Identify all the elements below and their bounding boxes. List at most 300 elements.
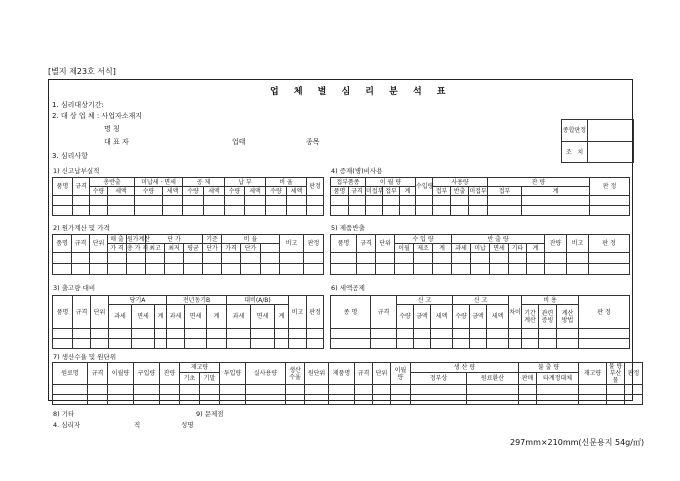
t7-h-spec: 규격: [88, 363, 108, 385]
table-cell: [109, 329, 132, 339]
t7-h-carry2: 이월 량: [391, 363, 411, 385]
t1-sub: 세액: [287, 187, 307, 196]
table-cell: [53, 253, 72, 264]
table-cell: [53, 264, 72, 275]
table-cell: [108, 253, 127, 264]
t5-sub: 과세: [452, 244, 471, 253]
table-cell: [280, 253, 304, 264]
form-title: 업 체 별 심 리 분 석 표: [270, 87, 452, 97]
table-cell: [588, 120, 634, 142]
table-cell: [397, 329, 414, 339]
t6-sub: 금액: [470, 305, 487, 329]
table-cell: [590, 196, 630, 206]
table-cell: [305, 395, 329, 405]
table-cell: [411, 385, 467, 395]
table-cell: [366, 196, 383, 206]
table-cell: [227, 329, 251, 339]
table-cell: [135, 196, 163, 206]
table-cell: [88, 395, 108, 405]
table-cell: [135, 206, 163, 216]
table-cell: [414, 339, 431, 349]
table-cell: [73, 196, 90, 206]
table-cell: [590, 206, 630, 216]
table-cell: [579, 395, 607, 405]
t3-sub: 계: [275, 305, 289, 329]
t1-h-deduct: 공 제: [183, 178, 225, 187]
table-3: [52, 295, 324, 349]
table-cell: [607, 395, 625, 405]
table-cell: [108, 385, 134, 395]
t2-h-note: 비고: [280, 235, 304, 253]
table-cell: [567, 253, 589, 264]
t1-sub: 세액: [245, 187, 266, 196]
t6-h-name: 종 명: [331, 296, 371, 329]
table-cell: [53, 196, 73, 206]
table-cell: [204, 196, 225, 206]
t7-h-product: 제품명: [329, 363, 355, 385]
table-cell: [225, 196, 245, 206]
t4-sub: 접부: [433, 187, 451, 196]
table-cell: [373, 395, 391, 405]
table-cell: [266, 196, 287, 206]
table-cell: [73, 206, 90, 216]
table-cell: [383, 206, 400, 216]
t3-h-unit: 단위: [91, 296, 109, 329]
table-cell: [509, 339, 522, 349]
t1-sub: 세액: [204, 187, 225, 196]
table-cell: [331, 264, 357, 275]
table-cell: [414, 253, 433, 264]
t7-h-raw: 원료명: [53, 363, 88, 385]
t2-h-cost: 원가계산: [127, 235, 151, 243]
table-cell: [280, 264, 304, 275]
t6-sub: 관련 증빙: [539, 305, 557, 329]
table-cell: [376, 264, 395, 275]
t6-h-diff: 차이: [509, 296, 522, 329]
table-cell: [371, 329, 397, 339]
table-cell: [246, 385, 286, 395]
table-cell: [509, 264, 527, 275]
table-cell: [241, 253, 261, 264]
table-cell: [91, 339, 109, 349]
t3-h-name: 품명: [53, 296, 73, 329]
table-cell: [275, 329, 289, 339]
table-cell: [522, 329, 539, 339]
table-cell: [431, 329, 453, 339]
table-cell: [589, 264, 630, 275]
t3-h-cur: 당기A: [109, 296, 167, 305]
t4-sub: 규격: [349, 187, 366, 196]
t7-h-stock2: 재고량: [579, 363, 607, 385]
t2-sub: 가 격: [108, 244, 127, 253]
t3-sub: 과세: [167, 305, 185, 329]
info-rep: 대 표 자: [104, 138, 129, 146]
table-cell: [203, 264, 222, 275]
t6-sub: 기간 계산: [522, 305, 539, 329]
table-cell: [469, 196, 488, 206]
table-cell: [451, 206, 469, 216]
t3-h-spec: 규격: [73, 296, 91, 329]
table-cell: [527, 264, 545, 275]
t6-h-judge: 판 정: [579, 296, 630, 329]
t1-h-spec: 규격: [73, 178, 90, 196]
table-cell: [416, 196, 433, 206]
t2-h-spec: 규격: [72, 235, 90, 253]
t6-h-report-a: 신 고: [397, 296, 453, 305]
table-cell: [287, 196, 307, 206]
table-cell: [246, 395, 286, 405]
table-cell: [155, 339, 167, 349]
table-cell: [331, 196, 349, 206]
table-cell: [527, 253, 545, 264]
table-cell: [488, 206, 522, 216]
t7-h-defect: 불 량 부산물: [607, 363, 625, 385]
table-cell: [400, 206, 416, 216]
table-cell: [537, 395, 579, 405]
table-cell: [589, 253, 630, 264]
t6-h-report-b: 신 고: [453, 296, 509, 305]
t4-h-judge: 판 정: [590, 178, 630, 196]
t5-h-note: 비고: [567, 235, 589, 253]
table-cell: [127, 264, 146, 275]
table-cell: [376, 253, 395, 264]
table-cell: [53, 329, 73, 339]
table-cell: [522, 206, 590, 216]
table-1: [52, 177, 324, 216]
table-cell: [579, 385, 607, 395]
table-cell: [222, 264, 241, 275]
table-cell: [579, 329, 630, 339]
table-cell: [433, 206, 451, 216]
table-cell: [470, 329, 487, 339]
table-cell: [200, 385, 220, 395]
t3-h-note: 비고: [289, 296, 307, 329]
table-cell: [203, 253, 222, 264]
grade-label: 종합판정: [562, 120, 588, 142]
t4-sub: 접부: [383, 187, 400, 196]
table-cell: [357, 264, 376, 275]
t5-sub: 이월: [395, 244, 414, 253]
t1-sub: 세액: [108, 187, 135, 196]
paper-size-note: 297mm×210mm(신문용지 54g/㎡): [510, 438, 645, 447]
table-cell: [400, 196, 416, 206]
t2-sub: 총 가 격: [127, 244, 149, 252]
table-cell: [307, 329, 324, 339]
t6-h-spec: 규격: [371, 296, 397, 329]
t1-sub: 수량: [266, 187, 287, 196]
t4-h-import: 수입량: [416, 178, 433, 196]
section-2-title: 2) 원가계산 및 가격: [53, 224, 110, 232]
table-cell: [329, 385, 355, 395]
table-cell: [471, 264, 490, 275]
table-cell: [53, 385, 88, 395]
t6-sub: 계산 방법: [557, 305, 579, 329]
table-cell: [487, 329, 509, 339]
form-label: [별지 제23호 서식]: [48, 67, 116, 76]
info-name: 명 칭: [104, 125, 120, 133]
t7-sub: 판매: [519, 372, 537, 384]
table-cell: [275, 339, 289, 349]
t4-h-type: 접부품종: [331, 178, 366, 187]
jochi-label: 조 치: [562, 142, 588, 163]
t3-sub: 계: [155, 305, 167, 329]
table-cell: [395, 253, 414, 264]
t7-h-spec2: 규격: [355, 363, 373, 385]
table-cell: [225, 206, 245, 216]
t2-h-name: 품명: [53, 235, 72, 253]
t3-h-prev: 전년동기B: [167, 296, 227, 305]
table-cell: [395, 264, 414, 275]
t7-h-unit-rate: 원단위: [305, 363, 329, 385]
t7-h-carry: 이월량: [108, 363, 134, 385]
section-4-title: 4) 증재(병)비사용: [331, 167, 383, 175]
table-cell: [132, 339, 155, 349]
t2-h-ratio: 비 율: [222, 235, 280, 244]
table-cell: [451, 196, 469, 206]
t7-sub: 정부상: [411, 372, 467, 384]
reviewer-label: 4. 심리자: [53, 421, 81, 429]
table-cell: [567, 264, 589, 275]
table-cell: [488, 196, 522, 206]
table-cell: [519, 395, 537, 405]
table-cell: [227, 339, 251, 349]
table-cell: [72, 253, 90, 264]
table-cell: [261, 253, 280, 264]
table-cell: [539, 329, 557, 339]
table-cell: [53, 339, 73, 349]
table-cell: [307, 339, 324, 349]
table-cell: [165, 253, 184, 264]
t5-sub: 미납: [471, 244, 490, 253]
table-cell: [183, 196, 204, 206]
t1-h-ratio: 비 율: [266, 178, 307, 187]
table-4: [330, 177, 630, 216]
t7-h-release: 불 출 량: [519, 363, 579, 373]
t1-sub: 수량: [90, 187, 108, 196]
table-cell: [397, 339, 414, 349]
t1-h-name: 품명: [53, 178, 73, 196]
table-cell: [467, 395, 519, 405]
t6-sub: 수량: [453, 305, 470, 329]
t7-h-stock: 재고량: [180, 363, 220, 373]
t5-h-remain: 잔량: [545, 235, 567, 253]
table-cell: [222, 253, 241, 264]
table-cell: [207, 329, 227, 339]
table-cell: [167, 329, 185, 339]
table-cell: [431, 339, 453, 349]
table-cell: [127, 253, 146, 264]
t4-h-use: 사용량: [433, 178, 488, 187]
table-cell: [537, 385, 579, 395]
table-cell: [289, 339, 307, 349]
t1-h-exempt: 미납세 · 면세: [135, 178, 183, 187]
t7-sub: 기초: [180, 372, 200, 384]
t4-sub: 품명: [331, 187, 349, 196]
table-cell: [185, 339, 207, 349]
table-cell: [134, 395, 160, 405]
t2-h-sales: 매 출: [108, 235, 127, 244]
t2-h-price: 단 가: [146, 235, 203, 244]
t3-sub: 면세: [251, 305, 275, 329]
table-cell: [146, 253, 165, 264]
table-cell: [73, 339, 91, 349]
table-cell: [470, 339, 487, 349]
table-cell: [91, 329, 109, 339]
table-cell: [207, 339, 227, 349]
table-cell: [625, 385, 643, 395]
table-cell: [411, 395, 467, 405]
table-cell: [331, 253, 357, 264]
t2-sub: 단가: [241, 244, 261, 253]
table-cell: [73, 329, 91, 339]
table-cell: [108, 196, 135, 206]
table-cell: [90, 264, 108, 275]
info-review: 3. 심리사항: [52, 152, 88, 160]
table-cell: [146, 264, 165, 275]
t7-h-remain: 잔량: [160, 363, 180, 385]
t6-sub: 세액: [487, 305, 509, 329]
table-cell: [245, 206, 266, 216]
section-7-title: 7) 생산수율 및 원단위: [53, 353, 117, 361]
table-cell: [416, 206, 433, 216]
t5-h-unit: 단위: [376, 235, 395, 253]
t4-sub: 반출: [451, 187, 469, 196]
table-cell: [251, 329, 275, 339]
t4-sub: 계: [400, 187, 416, 196]
t5-h-name: 품명: [331, 235, 357, 253]
t3-sub: 과세: [227, 305, 251, 329]
table-cell: [357, 253, 376, 264]
t3-h-judge: 판정: [307, 296, 324, 329]
reviewer-name: 성명: [181, 421, 194, 429]
t7-h-buy: 구입량: [134, 363, 160, 385]
table-cell: [557, 339, 579, 349]
t2-sub: 단가: [203, 244, 222, 253]
section-8-title: 8) 기타: [53, 410, 75, 418]
table-cell: [108, 206, 135, 216]
table-cell: [108, 264, 127, 275]
table-cell: [545, 264, 567, 275]
table-6: [330, 295, 630, 349]
table-cell: [588, 142, 634, 163]
table-cell: [453, 339, 470, 349]
table-cell: [522, 339, 539, 349]
table-cell: [452, 264, 471, 275]
t2-h-unit: 단위: [90, 235, 108, 253]
t6-sub: 수량: [397, 305, 414, 329]
t2-sub: 최고: [146, 244, 165, 253]
t1-h-judge: 판정: [307, 178, 324, 196]
table-cell: [200, 395, 220, 405]
t5-sub: 계: [433, 244, 452, 253]
info-item: 종목: [306, 138, 320, 146]
section-5-title: 5) 제품반출: [331, 224, 365, 232]
table-cell: [539, 339, 557, 349]
table-cell: [433, 196, 451, 206]
table-cell: [220, 395, 246, 405]
t1-h-pay: 납 부: [225, 178, 266, 187]
t5-sub: 계: [527, 244, 545, 253]
t1-sub: 세액: [163, 187, 183, 196]
t7-h-judge: 판정: [625, 363, 643, 385]
t5-sub: 제조: [414, 244, 433, 253]
table-cell: [366, 206, 383, 216]
table-cell: [545, 253, 567, 264]
table-cell: [88, 385, 108, 395]
t3-sub: 면세: [185, 305, 207, 329]
section-1-title: 1) 신고납부실적: [53, 167, 100, 175]
table-cell: [383, 196, 400, 206]
table-cell: [184, 264, 203, 275]
t5-h-spec: 규격: [357, 235, 376, 253]
table-cell: [90, 196, 108, 206]
table-cell: [167, 339, 185, 349]
table-cell: [160, 385, 180, 395]
table-cell: [391, 385, 411, 395]
table-cell: [90, 206, 108, 216]
table-cell: [519, 385, 537, 395]
table-cell: [261, 244, 280, 253]
t5-h-out: 반 출 량: [452, 235, 545, 244]
t2-sub: 최저: [165, 244, 184, 253]
table-cell: [471, 253, 490, 264]
t1-sub: 수량: [183, 187, 204, 196]
table-7: [52, 362, 643, 405]
t7-h-actual: 실사용량: [246, 363, 286, 385]
table-cell: [72, 264, 90, 275]
grade-table: [561, 119, 634, 163]
table-cell: [108, 395, 134, 405]
t2-h-base: 기준: [203, 235, 222, 244]
t5-sub: 기타: [509, 244, 527, 253]
table-cell: [557, 329, 579, 339]
table-cell: [331, 206, 349, 216]
table-cell: [251, 339, 275, 349]
table-cell: [160, 395, 180, 405]
table-cell: [391, 395, 411, 405]
table-cell: [509, 329, 522, 339]
table-cell: [109, 339, 132, 349]
table-cell: [155, 329, 167, 339]
table-cell: [469, 206, 488, 216]
t3-sub: 면세: [132, 305, 155, 329]
table-cell: [183, 206, 204, 216]
table-cell: [355, 385, 373, 395]
table-cell: [204, 206, 225, 216]
t6-h-cost: 비 용: [522, 296, 579, 305]
table-cell: [371, 339, 397, 349]
table-cell: [373, 385, 391, 395]
table-cell: [414, 329, 431, 339]
t7-h-unit: 단위: [373, 363, 391, 385]
t6-sub: 세액: [431, 305, 453, 329]
table-cell: [163, 196, 183, 206]
t2-sub: 가격: [222, 244, 241, 253]
t7-sub: 타계정대체: [537, 372, 579, 384]
t1-sub: 수량: [135, 187, 163, 196]
t1-sub: 수량: [225, 187, 245, 196]
section-3-title: 3) 출고량 대비: [53, 284, 96, 292]
table-cell: [220, 385, 246, 395]
table-cell: [349, 206, 366, 216]
table-cell: [522, 196, 590, 206]
t7-h-input: 투입량: [220, 363, 246, 385]
table-5: [330, 234, 630, 275]
t2-h-judge: 판정: [304, 235, 324, 253]
table-cell: [307, 206, 324, 216]
table-cell: [355, 395, 373, 405]
table-cell: [53, 395, 88, 405]
